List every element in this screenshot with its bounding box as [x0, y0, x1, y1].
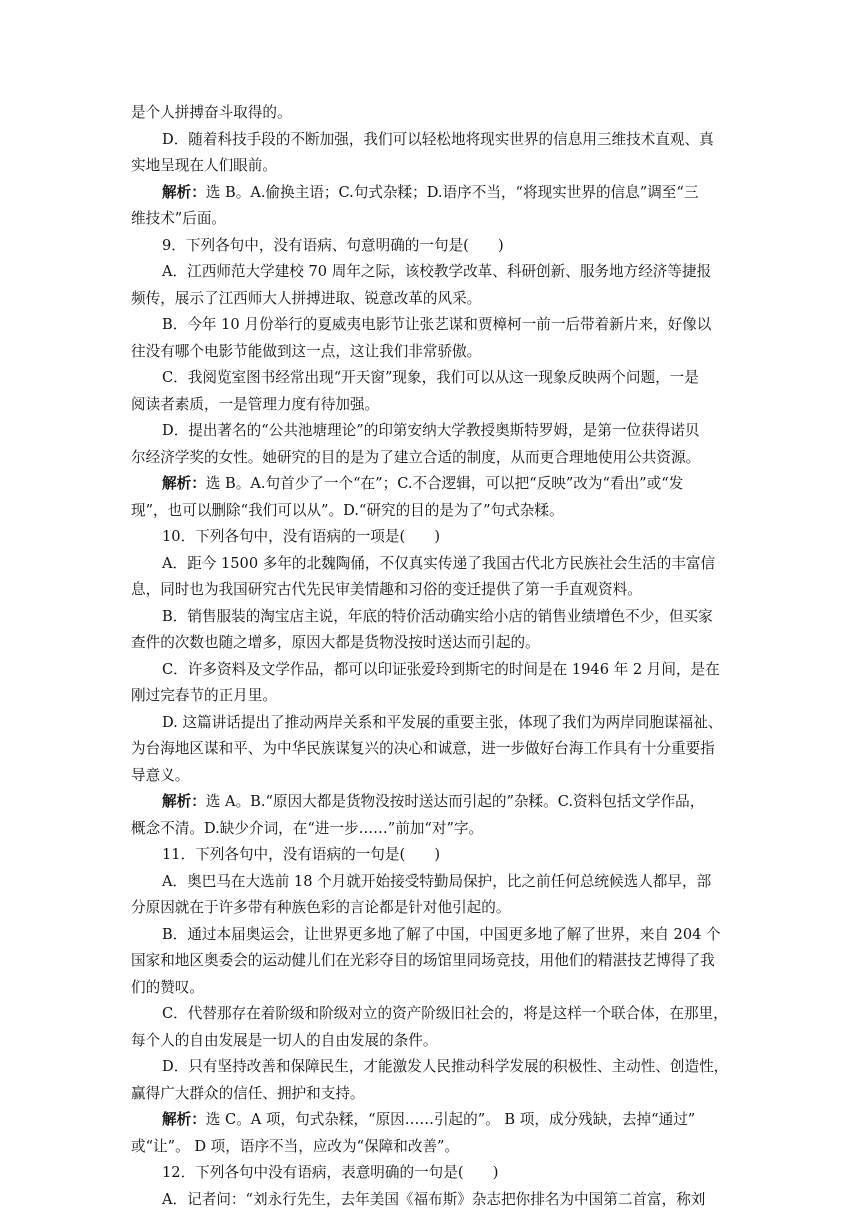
analysis-line: 解析：选 C。A 项，句式杂糅，“原因……引起的”。 B 项，成分残缺，去掉“通过” — [162, 1111, 696, 1128]
text-line: C．许多资料及文学作品，都可以印证张爱玲到斯宅的时间是在 1946 年 2 月间，是在 — [162, 661, 720, 678]
text-line: 刚过完春节的正月里。 — [131, 687, 277, 704]
text-line: 赢得广大群众的信任、拥护和支持。 — [131, 1085, 365, 1102]
text-line: 息，同时也为我国研究古代先民审美情趣和习俗的变迁提供了第一手直观资料。 — [131, 581, 642, 598]
question-heading: 12．下列各句中没有语病，表意明确的一句是( ) — [162, 1164, 499, 1181]
question-heading: 10．下列各句中，没有语病的一项是( ) — [162, 528, 441, 545]
analysis-label: 解析： — [162, 1111, 206, 1128]
text-line: A．江西师范大学建校 70 周年之际，该校教学改革、科研创新、服务地方经济等捷报 — [162, 263, 712, 280]
text-line: 维技术”后面。 — [131, 210, 227, 227]
text-line: 分原因就在于许多带有种族色彩的言论都是针对他引起的。 — [131, 899, 511, 916]
analysis-label: 解析： — [162, 793, 206, 810]
text-line: 查件的次数也随之增多，原因大都是货物没按时送达而引起的。 — [131, 634, 540, 651]
text-line: 尔经济学奖的女性。她研究的目的是为了建立合适的制度，从而更合理地使用公共资源。 — [131, 449, 701, 466]
text-line: 国家和地区奥委会的运动健儿们在光彩夺目的场馆里同场竞技，用他们的精湛技艺博得了我 — [131, 952, 715, 969]
question-heading: 11．下列各句中，没有语病的一句是( ) — [162, 846, 441, 863]
text-line: 概念不清。D.缺少介词，在“进一步……”前加“对”字。 — [131, 820, 484, 837]
text-line: 为台海地区谋和平、为中华民族谋复兴的决心和诚意，进一步做好台海工作具有十分重要指 — [131, 740, 715, 757]
text-line: B．通过本届奥运会，让世界更多地了解了中国，中国更多地了解了世界，来自 204 个 — [162, 926, 721, 943]
text-line: A．距今 1500 多年的北魏陶俑，不仅真实传递了我国古代北方民族社会生活的丰富信 — [162, 555, 716, 572]
text-line: 往没有哪个电影节能做到这一点，这让我们非常骄傲。 — [131, 343, 482, 360]
text-line: D. 这篇讲话提出了推动两岸关系和平发展的重要主张，体现了我们为两岸同胞谋福祉、 — [162, 714, 723, 731]
text-line: D．提出著名的“公共池塘理论”的印第安纳大学教授奥斯特罗姆，是第一位获得诺贝 — [162, 422, 700, 439]
analysis-line: 解析：选 B。A.偷换主语；C.句式杂糅；D.语序不当，“将现实世界的信息”调至“三 — [162, 184, 699, 201]
text-line: 阅读者素质，一是管理力度有待加强。 — [131, 396, 380, 413]
text-line: D．随着科技手段的不断加强，我们可以轻松地将现实世界的信息用三维技术直观、真 — [162, 131, 714, 148]
text-line: 频传，展示了江西师大人拼搏进取、锐意改革的风采。 — [131, 290, 482, 307]
text-line: B．今年 10 月份举行的夏威夷电影节让张艺谋和贾樟柯一前一后带着新片来，好像以 — [162, 316, 712, 333]
text-line: D．只有坚持改善和保障民生，才能激发人民推动科学发展的积极性、主动性、创造性， — [162, 1058, 729, 1075]
text-line: 们的赞叹。 — [131, 979, 204, 996]
analysis-label: 解析： — [162, 184, 206, 201]
text-line: 是个人拼搏奋斗取得的。 — [131, 104, 292, 121]
text-line: C．代替那存在着阶级和阶级对立的资产阶级旧社会的，将是这样一个联合体，在那里， — [162, 1005, 728, 1022]
text-line: 实地呈现在人们眼前。 — [131, 157, 277, 174]
analysis-line: 解析：选 A。B.“原因大都是货物没按时送达而引起的”杂糅。C.资料包括文学作品， — [162, 793, 705, 810]
text-line: 或“让”。 D 项，语序不当，应改为“保障和改善”。 — [131, 1138, 460, 1155]
text-line: A．记者问：“刘永行先生，去年美国《福布斯》杂志把你排名为中国第二首富，称刘 — [162, 1191, 706, 1208]
text-line: A．奥巴马在大选前 18 个月就开始接受特勤局保护，比之前任何总统候选人都早，部 — [162, 873, 712, 890]
text-line: B．销售服装的淘宝店主说，年底的特价活动确实给小店的销售业绩增色不少，但买家 — [162, 608, 713, 625]
text-line: 现”，也可以删除“我们可以从”。D.“研究的目的是为了”句式杂糅。 — [131, 502, 564, 519]
analysis-label: 解析： — [162, 475, 206, 492]
question-heading: 9．下列各句中，没有语病、句意明确的一句是( ) — [162, 237, 504, 254]
text-line: C．我阅览室图书经常出现“开天窗”现象，我们可以从这一现象反映两个问题，一是 — [162, 369, 699, 386]
text-line: 导意义。 — [131, 767, 190, 784]
text-line: 每个人的自由发展是一切人的自由发展的条件。 — [131, 1032, 438, 1049]
analysis-line: 解析：选 B。A.句首少了一个“在”；C.不合逻辑，可以把“反映”改为“看出”或“发 — [162, 475, 684, 492]
